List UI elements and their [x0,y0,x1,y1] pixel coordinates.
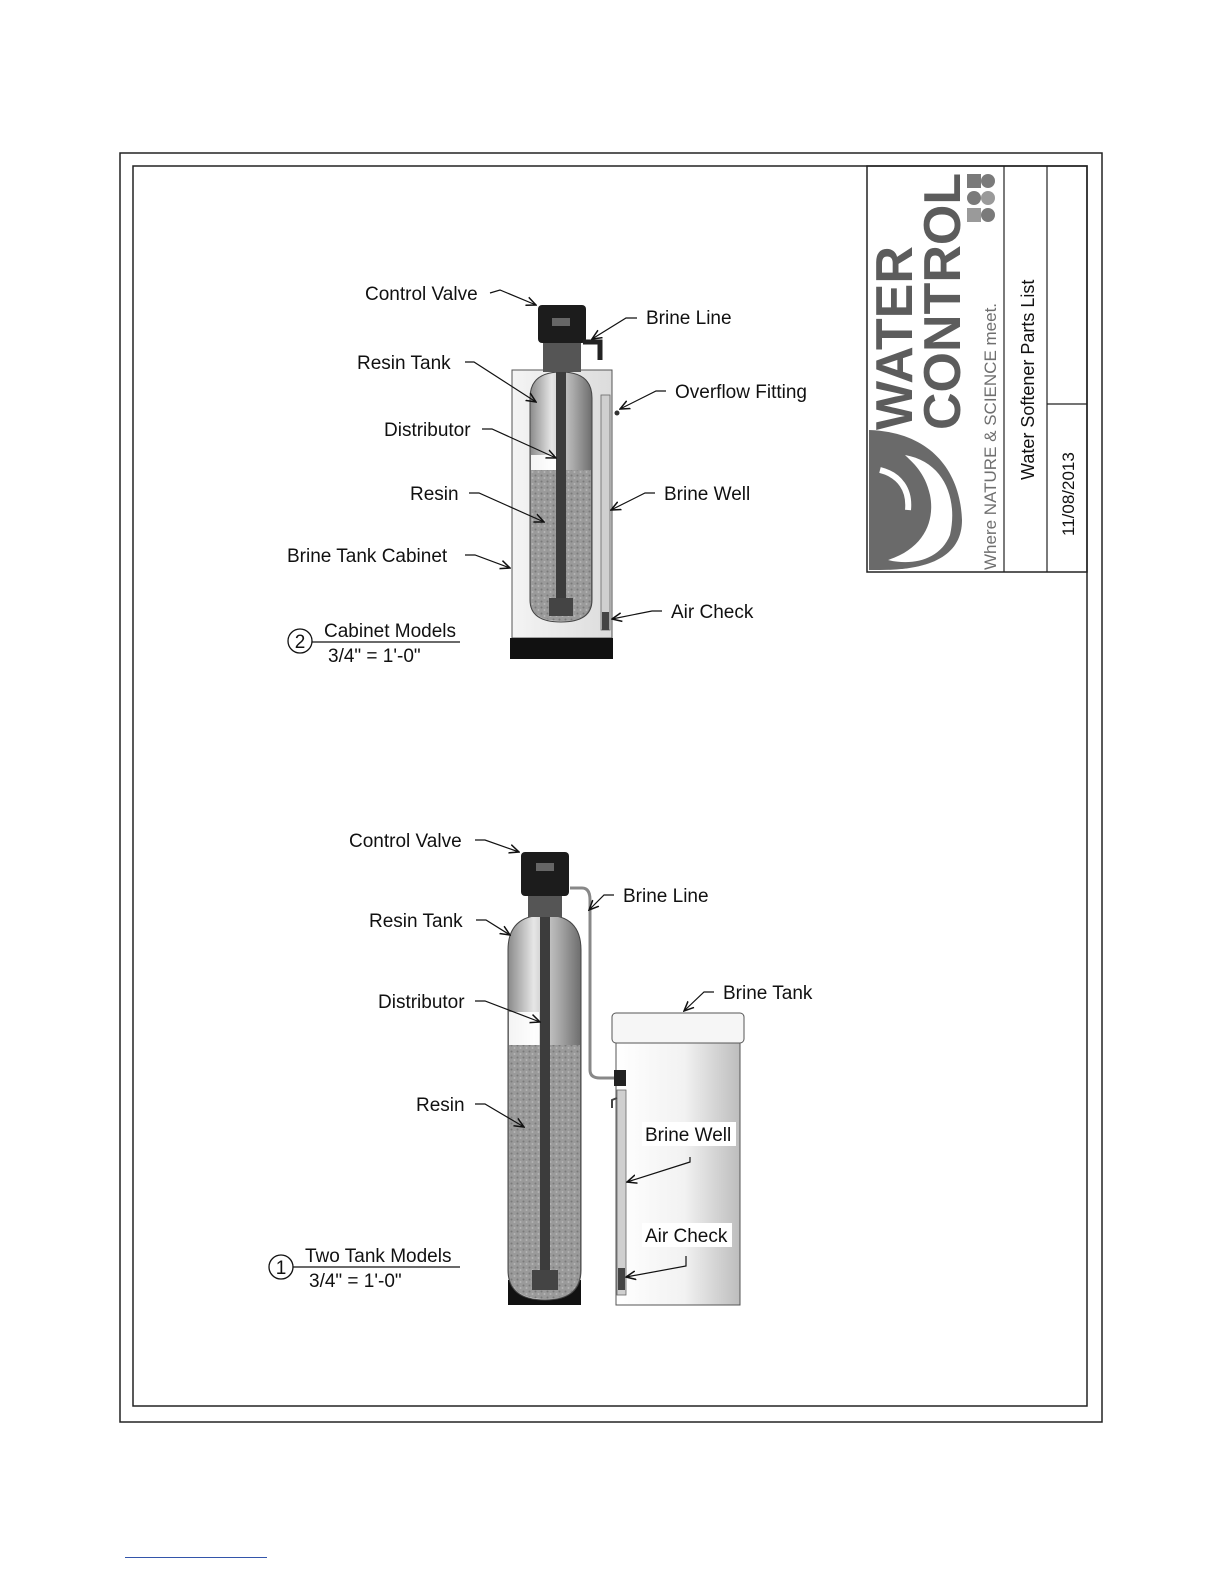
brine-tank [616,1030,740,1305]
overflow-fitting [615,411,620,416]
label-brine-well-2: Brine Well [645,1125,732,1146]
cabinet-caption-number: 2 [294,632,306,653]
two-tank-caption-title: Two Tank Models [305,1246,452,1267]
control-valve-2 [521,852,569,896]
two-tank-caption-scale: 3/4" = 1'-0" [309,1271,402,1292]
label-resin: Resin [410,484,459,505]
label-resin-2: Resin [416,1095,465,1116]
brine-line [583,342,600,360]
air-check-2 [618,1268,625,1290]
water-control-logo [866,173,1000,570]
label-control-valve-2: Control Valve [349,831,462,852]
cabinet-caption-title: Cabinet Models [324,621,457,642]
logo-word-control: CONTROL [914,172,972,430]
cabinet-model-illustration [510,305,620,659]
brine-well [601,395,610,630]
valve-neck-2 [528,893,562,917]
footer-rule [125,1557,267,1558]
title-block [866,166,1087,572]
label-resin-tank-2: Resin Tank [369,911,463,932]
label-control-valve: Control Valve [365,284,478,305]
label-brine-well: Brine Well [664,484,751,505]
logo-word-water: WATER [866,246,924,430]
document-title: Water Softener Parts List [1018,279,1038,480]
two-tank-view-caption [269,1246,460,1292]
document-date: 11/08/2013 [1059,452,1078,536]
distributor-tube [556,360,566,610]
distributor-basket-2 [532,1270,558,1290]
logo-tagline: Where NATURE & SCIENCE meet. [981,302,1000,570]
cabinet-view-caption [288,621,460,667]
label-distributor-2: Distributor [378,992,465,1013]
distributor-basket [549,598,573,616]
label-brine-tank-cabinet: Brine Tank Cabinet [287,546,448,567]
valve-neck [543,338,581,372]
two-tank-caption-number: 1 [275,1258,287,1279]
air-check [602,612,609,630]
label-air-check: Air Check [671,602,754,623]
label-brine-line: Brine Line [646,308,732,329]
label-distributor: Distributor [384,420,471,441]
cabinet-caption-scale: 3/4" = 1'-0" [328,646,421,667]
label-brine-tank: Brine Tank [723,983,813,1004]
cabinet-base [510,638,613,659]
label-brine-line-2: Brine Line [623,886,709,907]
distributor-tube-2 [540,900,550,1285]
brine-well-2 [617,1090,626,1295]
label-overflow-fitting: Overflow Fitting [675,382,807,403]
label-air-check-2: Air Check [645,1226,728,1247]
brine-tank-lid [612,1013,744,1043]
label-resin-tank: Resin Tank [357,353,451,374]
